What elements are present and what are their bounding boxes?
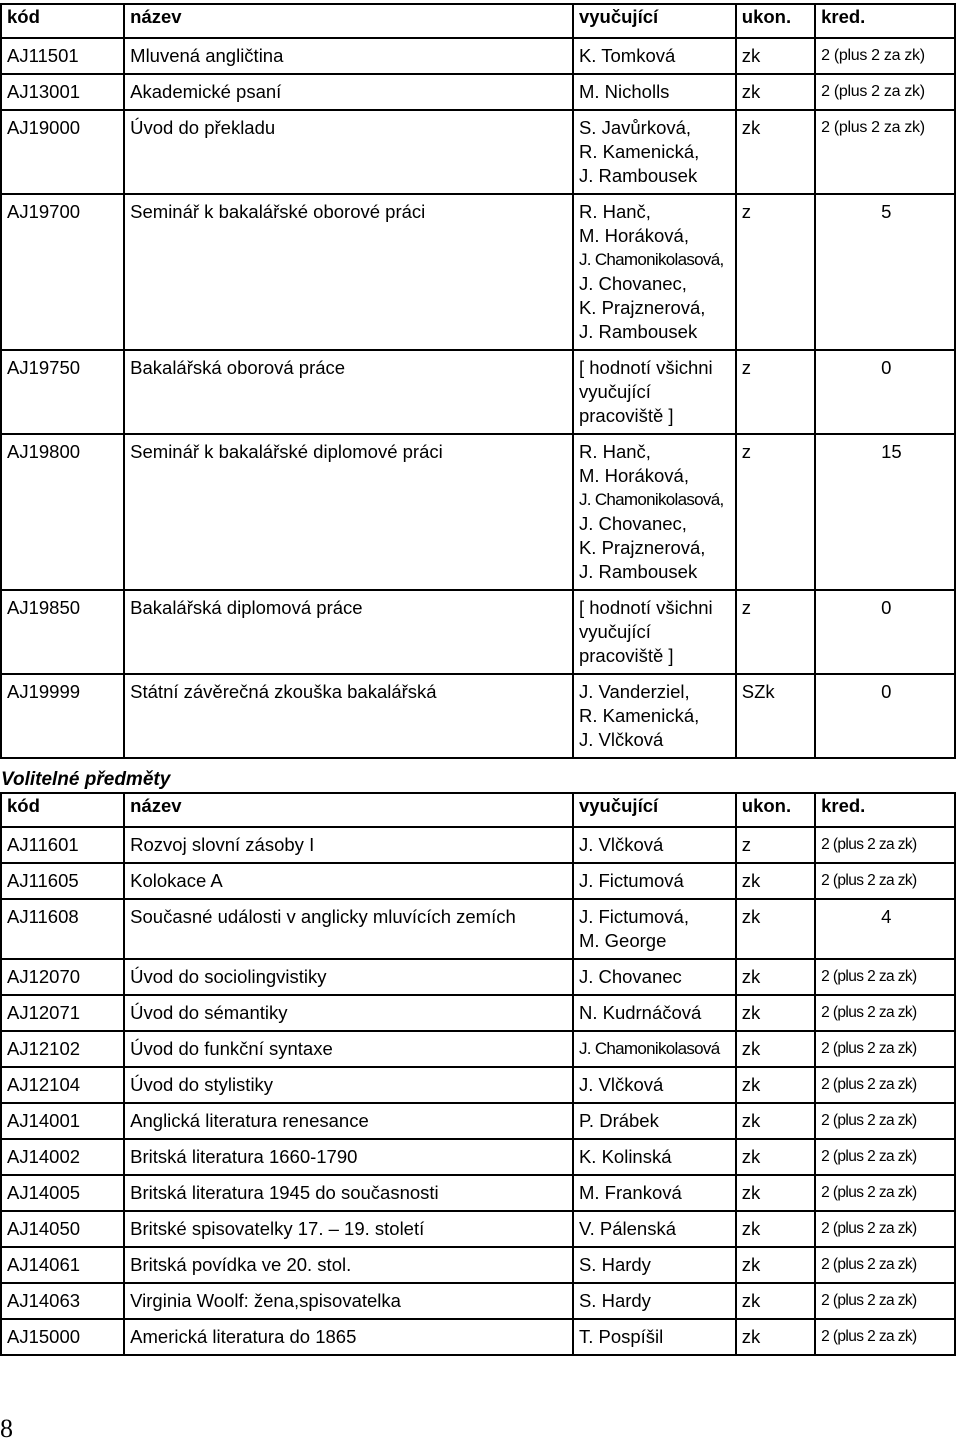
teacher-name: J. Rambousek [578, 165, 698, 186]
course-code: AJ15000 [1, 1319, 124, 1355]
course-name: Americká literatura do 1865 [124, 1319, 573, 1355]
table-row [1, 38, 955, 74]
course-ukon: zk [736, 1103, 815, 1139]
course-kred: 0 [815, 350, 955, 434]
course-ukon: zk [736, 38, 815, 74]
teacher-name: K. Tomková [578, 45, 676, 66]
course-code: AJ19800 [1, 434, 124, 590]
table-header-row [1, 793, 955, 827]
course-teachers [573, 590, 736, 674]
teacher-name: M. Horáková, [578, 225, 689, 246]
course-name: Úvod do stylistiky [124, 1067, 573, 1103]
course-teachers [573, 1103, 736, 1139]
course-kred: 2 (plus 2 za zk) [815, 959, 955, 995]
table-row [1, 1283, 955, 1319]
teacher-name: R. Kamenická, [578, 141, 700, 162]
course-kred: 2 (plus 2 za zk) [815, 1211, 955, 1247]
teacher-name: M. Franková [578, 1182, 682, 1203]
course-name: Akademické psaní [124, 74, 573, 110]
header-name: název [124, 793, 573, 827]
optional-section-title: Volitelné předměty [1, 769, 171, 790]
teacher-name: J. Fictumová, [578, 906, 689, 927]
course-code: AJ14061 [1, 1247, 124, 1283]
course-teachers [573, 1031, 736, 1067]
course-kred: 2 (plus 2 za zk) [815, 1067, 955, 1103]
course-code: AJ12070 [1, 959, 124, 995]
course-ukon: zk [736, 110, 815, 194]
table-row [1, 194, 955, 350]
course-kred: 0 [815, 590, 955, 674]
course-name: Britská povídka ve 20. stol. [124, 1247, 573, 1283]
teacher-name: J. Fictumová [578, 870, 684, 891]
course-kred: 2 (plus 2 za zk) [815, 1139, 955, 1175]
table-row [1, 434, 955, 590]
course-name: Rozvoj slovní zásoby I [124, 827, 573, 863]
course-teachers [573, 194, 736, 350]
optional-courses-table [0, 792, 956, 1356]
table-header-row [1, 4, 955, 38]
teacher-name: pracoviště ] [578, 645, 674, 666]
teacher-name: M. Horáková, [578, 465, 689, 486]
table-row [1, 1139, 955, 1175]
teacher-name: J. Vanderziel, [578, 681, 690, 702]
teacher-name: [ hodnotí všichni [578, 357, 713, 378]
course-teachers [573, 1283, 736, 1319]
table-row [1, 74, 955, 110]
header-ukon: ukon. [736, 4, 815, 38]
course-kred: 2 (plus 2 za zk) [815, 863, 955, 899]
course-teachers [573, 863, 736, 899]
teacher-name: M. Nicholls [578, 81, 670, 102]
course-teachers [573, 74, 736, 110]
table-row [1, 899, 955, 959]
teacher-name: K. Kolinská [578, 1146, 672, 1167]
course-teachers [573, 959, 736, 995]
course-kred: 2 (plus 2 za zk) [815, 827, 955, 863]
course-kred: 2 (plus 2 za zk) [815, 1283, 955, 1319]
course-teachers [573, 1139, 736, 1175]
table-row [1, 1103, 955, 1139]
course-kred: 2 (plus 2 za zk) [815, 1031, 955, 1067]
course-kred: 15 [815, 434, 955, 590]
course-name: Současné události v anglicky mluvících zemích [124, 899, 573, 959]
teacher-name: T. Pospíšil [578, 1326, 664, 1347]
course-teachers [573, 1319, 736, 1355]
course-name: Státní závěrečná zkouška bakalářská [124, 674, 573, 758]
course-ukon: z [736, 434, 815, 590]
course-name: Kolokace A [124, 863, 573, 899]
course-ukon: z [736, 827, 815, 863]
teacher-name: J. Chovanec, [578, 273, 687, 294]
course-ukon: zk [736, 1283, 815, 1319]
course-ukon: zk [736, 74, 815, 110]
course-teachers [573, 110, 736, 194]
table-row [1, 590, 955, 674]
table-row [1, 674, 955, 758]
course-ukon: zk [736, 1067, 815, 1103]
teacher-name: S. Javůrková, [578, 117, 692, 138]
course-kred: 5 [815, 194, 955, 350]
teacher-name: K. Prajznerová, [578, 297, 706, 318]
teacher-name: J. Chamonikolasová [578, 1039, 720, 1058]
course-name: Úvod do funkční syntaxe [124, 1031, 573, 1067]
teacher-name: J. Rambousek [578, 561, 698, 582]
teacher-name: J. Vlčková [578, 834, 664, 855]
course-ukon: zk [736, 959, 815, 995]
teacher-name: R. Hanč, [578, 441, 651, 462]
course-teachers [573, 434, 736, 590]
course-ukon: SZk [736, 674, 815, 758]
course-name: Britská literatura 1660-1790 [124, 1139, 573, 1175]
teacher-name: J. Vlčková [578, 729, 664, 750]
course-code: AJ19000 [1, 110, 124, 194]
course-code: AJ12104 [1, 1067, 124, 1103]
course-ukon: z [736, 590, 815, 674]
course-code: AJ11601 [1, 827, 124, 863]
teacher-name: M. George [578, 930, 667, 951]
teacher-name: V. Pálenská [578, 1218, 676, 1239]
teacher-name: [ hodnotí všichni [578, 597, 713, 618]
course-teachers [573, 1247, 736, 1283]
course-teachers [573, 899, 736, 959]
course-teachers [573, 38, 736, 74]
course-code: AJ13001 [1, 74, 124, 110]
table-row [1, 1067, 955, 1103]
teacher-name: J. Chovanec, [578, 513, 687, 534]
course-ukon: zk [736, 1247, 815, 1283]
course-ukon: z [736, 194, 815, 350]
course-name: Britská literatura 1945 do současnosti [124, 1175, 573, 1211]
teacher-name: J. Chovanec [578, 966, 682, 987]
course-code: AJ14001 [1, 1103, 124, 1139]
teacher-name: R. Kamenická, [578, 705, 700, 726]
table-row [1, 1319, 955, 1355]
course-code: AJ19750 [1, 350, 124, 434]
teacher-name: J. Chamonikolasová, [578, 250, 724, 269]
course-ukon: zk [736, 899, 815, 959]
header-kred: kred. [815, 4, 955, 38]
course-name: Mluvená angličtina [124, 38, 573, 74]
course-code: AJ19700 [1, 194, 124, 350]
course-code: AJ19999 [1, 674, 124, 758]
course-ukon: zk [736, 863, 815, 899]
teacher-name: vyučující [578, 381, 651, 402]
course-kred: 2 (plus 2 za zk) [815, 110, 955, 194]
teacher-name: S. Hardy [578, 1254, 651, 1275]
course-ukon: zk [736, 1139, 815, 1175]
table-row [1, 110, 955, 194]
course-name: Bakalářská diplomová práce [124, 590, 573, 674]
teacher-name: P. Drábek [578, 1110, 659, 1131]
teacher-name: J. Rambousek [578, 321, 698, 342]
course-teachers [573, 995, 736, 1031]
course-name: Seminář k bakalářské diplomové práci [124, 434, 573, 590]
teacher-name: N. Kudrnáčová [578, 1002, 702, 1023]
course-name: Britské spisovatelky 17. – 19. století [124, 1211, 573, 1247]
table-row [1, 959, 955, 995]
page-number: 8 [0, 1414, 13, 1443]
teacher-name: K. Prajznerová, [578, 537, 706, 558]
course-ukon: zk [736, 995, 815, 1031]
course-code: AJ11605 [1, 863, 124, 899]
course-name: Úvod do sémantiky [124, 995, 573, 1031]
table-row [1, 1247, 955, 1283]
course-name: Virginia Woolf: žena,spisovatelka [124, 1283, 573, 1319]
table-row [1, 863, 955, 899]
course-teachers [573, 1211, 736, 1247]
header-code: kód [1, 4, 124, 38]
course-kred: 2 (plus 2 za zk) [815, 1103, 955, 1139]
course-kred: 2 (plus 2 za zk) [815, 1247, 955, 1283]
table-row [1, 827, 955, 863]
table-row [1, 1175, 955, 1211]
course-ukon: zk [736, 1319, 815, 1355]
header-code: kód [1, 793, 124, 827]
course-kred: 2 (plus 2 za zk) [815, 38, 955, 74]
table-row [1, 350, 955, 434]
course-ukon: z [736, 350, 815, 434]
teacher-name: S. Hardy [578, 1290, 651, 1311]
course-teachers [573, 674, 736, 758]
course-teachers [573, 350, 736, 434]
course-code: AJ14063 [1, 1283, 124, 1319]
course-code: AJ14002 [1, 1139, 124, 1175]
course-teachers [573, 1067, 736, 1103]
course-name: Seminář k bakalářské oborové práci [124, 194, 573, 350]
course-kred: 2 (plus 2 za zk) [815, 995, 955, 1031]
course-code: AJ11501 [1, 38, 124, 74]
course-teachers [573, 827, 736, 863]
course-code: AJ12102 [1, 1031, 124, 1067]
course-code: AJ14050 [1, 1211, 124, 1247]
course-teachers [573, 1175, 736, 1211]
teacher-name: J. Vlčková [578, 1074, 664, 1095]
teacher-name: R. Hanč, [578, 201, 651, 222]
course-code: AJ19850 [1, 590, 124, 674]
course-ukon: zk [736, 1031, 815, 1067]
teacher-name: J. Chamonikolasová, [578, 490, 724, 509]
course-kred: 2 (plus 2 za zk) [815, 1319, 955, 1355]
course-name: Úvod do překladu [124, 110, 573, 194]
course-code: AJ14005 [1, 1175, 124, 1211]
course-kred: 2 (plus 2 za zk) [815, 74, 955, 110]
header-name: název [124, 4, 573, 38]
header-kred: kred. [815, 793, 955, 827]
course-name: Bakalářská oborová práce [124, 350, 573, 434]
table-row [1, 1211, 955, 1247]
header-teacher: vyučující [573, 4, 736, 38]
course-code: AJ11608 [1, 899, 124, 959]
table-row [1, 995, 955, 1031]
header-ukon: ukon. [736, 793, 815, 827]
course-kred: 2 (plus 2 za zk) [815, 1175, 955, 1211]
header-teacher: vyučující [573, 793, 736, 827]
course-name: Anglická literatura renesance [124, 1103, 573, 1139]
required-courses-table [0, 3, 956, 759]
course-ukon: zk [736, 1211, 815, 1247]
course-kred: 4 [815, 899, 955, 959]
teacher-name: vyučující [578, 621, 651, 642]
course-ukon: zk [736, 1175, 815, 1211]
teacher-name: pracoviště ] [578, 405, 674, 426]
course-kred: 0 [815, 674, 955, 758]
course-name: Úvod do sociolingvistiky [124, 959, 573, 995]
table-row [1, 1031, 955, 1067]
course-code: AJ12071 [1, 995, 124, 1031]
